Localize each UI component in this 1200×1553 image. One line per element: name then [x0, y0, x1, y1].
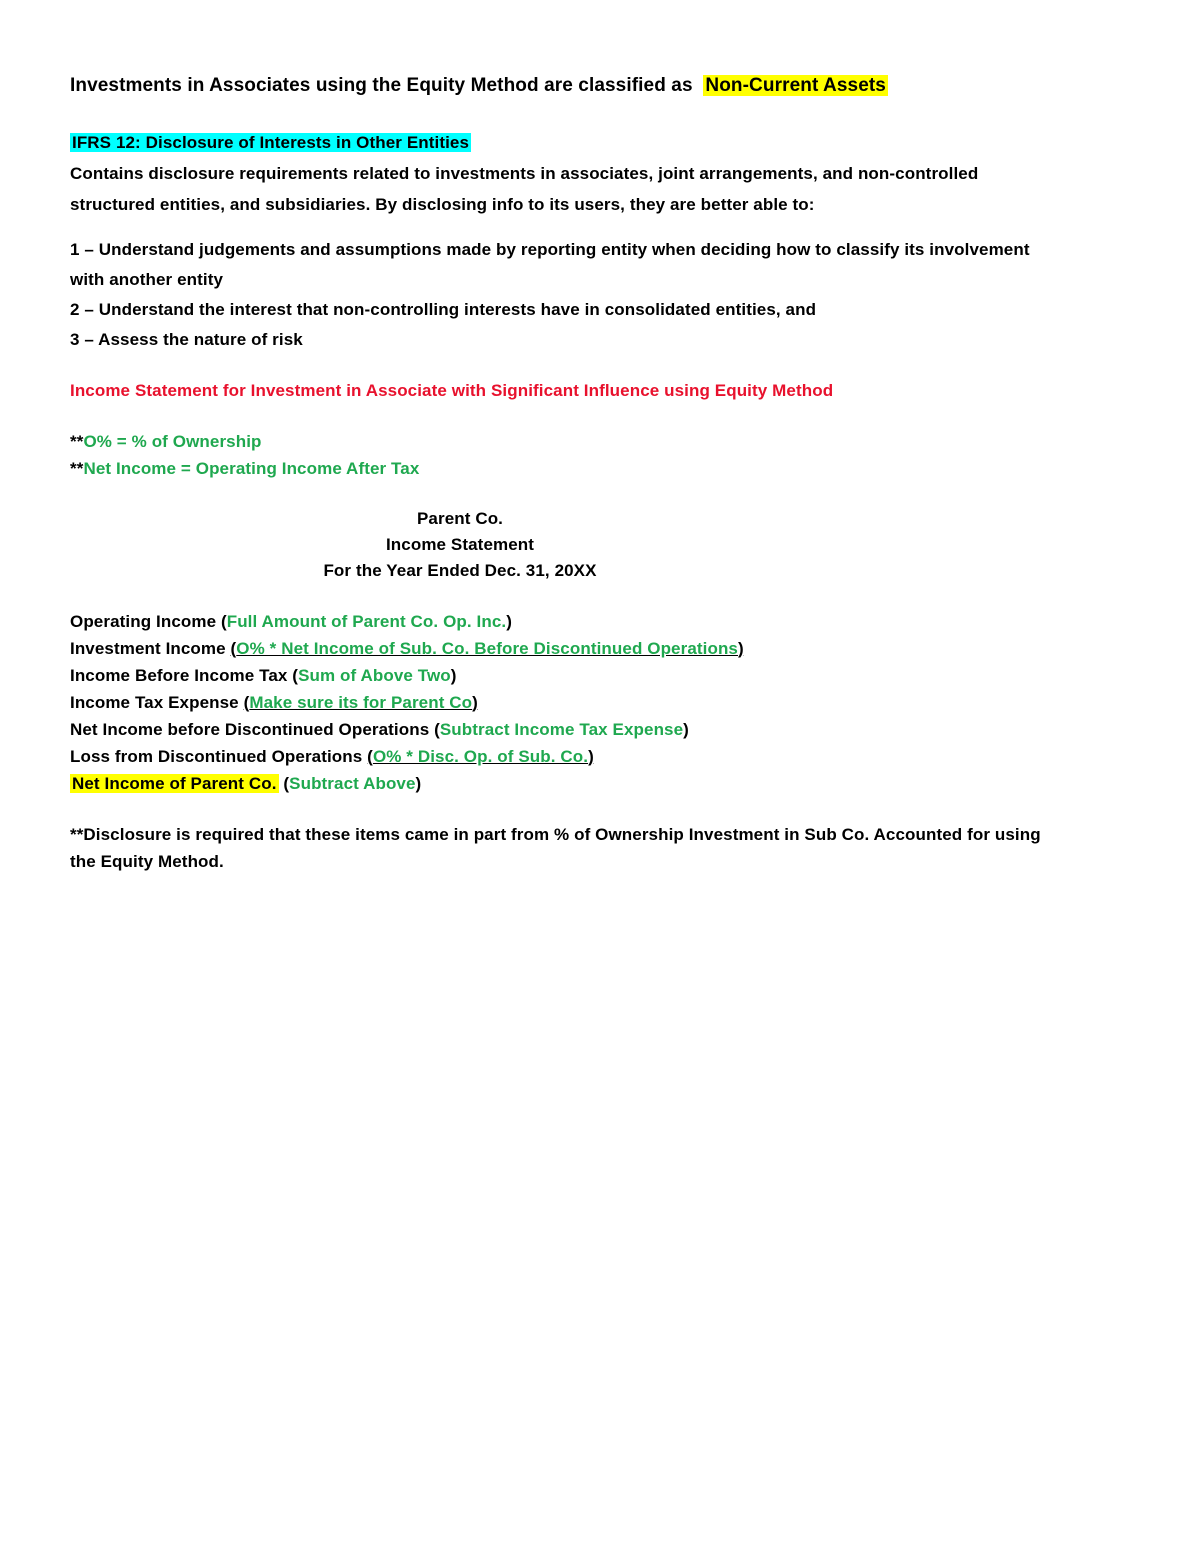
- ifrs-intro-line-2: structured entities, and subsidiaries. By disclosing info to its users, they are better able to:: [70, 195, 815, 214]
- ifrs-title-line: [70, 130, 1140, 156]
- statement-line: Income Tax Expense (Make sure its for Parent Co): [70, 693, 478, 712]
- disclosure-note-line-2: the Equity Method.: [70, 852, 224, 871]
- line-detail: Subtract Income Tax Expense: [439, 720, 684, 739]
- disclosure-note-line-1: **Disclosure is required that these items came in part from % of Ownership Investment in Sub Co. Accounted for using: [70, 825, 1041, 844]
- line-detail: Make sure its for Parent Co: [249, 693, 473, 712]
- note-net-income: [70, 455, 1140, 482]
- line-label: Income Before Income Tax: [70, 666, 288, 685]
- line-detail: Sum of Above Two: [298, 666, 451, 685]
- ifrs-intro-line-1: Contains disclosure requirements related to investments in associates, joint arrangements, and non-controlled: [70, 164, 979, 183]
- line-label: Operating Income: [70, 612, 217, 631]
- statement-line: Income Before Income Tax (Sum of Above Two): [70, 666, 457, 685]
- ifrs-title: IFRS 12: Disclosure of Interests in Other Entities: [72, 133, 470, 152]
- ifrs-item-3: 3 – Assess the nature of risk: [70, 330, 303, 349]
- statement-lines: [70, 608, 1140, 797]
- line-label: Investment Income: [70, 639, 226, 658]
- statement-line: Net Income of Parent Co. (Subtract Above): [72, 774, 422, 793]
- statement-period: For the Year Ended Dec. 31, 20XX: [323, 561, 597, 580]
- line-detail: Full Amount of Parent Co. Op. Inc.: [226, 612, 507, 631]
- note-ownership-prefix: **: [70, 432, 84, 451]
- statement-line: Net Income before Discontinued Operations (Subtract Income Tax Expense): [70, 720, 689, 739]
- heading-highlight: Non-Current Assets: [705, 75, 886, 96]
- statement-title: Income Statement: [385, 535, 535, 554]
- line-detail: O% * Net Income of Sub. Co. Before Discontinued Operations: [236, 639, 738, 658]
- income-section-title: Income Statement for Investment in Associate with Significant Influence using Equity Method: [70, 381, 834, 400]
- page-heading: [70, 72, 1140, 100]
- note-net-income-text: Net Income = Operating Income After Tax: [83, 459, 420, 478]
- note-net-income-prefix: **: [70, 459, 84, 478]
- line-label: Net Income of Parent Co.: [72, 774, 277, 793]
- line-detail: Subtract Above: [289, 774, 416, 793]
- line-label: Loss from Discontinued Operations: [70, 747, 363, 766]
- statement-line: Loss from Discontinued Operations (O% * Disc. Op. of Sub. Co.): [70, 747, 594, 766]
- line-label: Net Income before Discontinued Operations: [70, 720, 430, 739]
- statement-company: Parent Co.: [416, 509, 504, 528]
- line-detail: O% * Disc. Op. of Sub. Co.: [372, 747, 589, 766]
- ifrs-item-1-cont: with another entity: [70, 270, 224, 289]
- statement-header: [70, 506, 850, 584]
- ifrs-item-2: 2 – Understand the interest that non-controlling interests have in consolidated entities, and: [70, 300, 817, 319]
- ifrs-item-1: 1 – Understand judgements and assumptions made by reporting entity when deciding how to classify its involvement: [70, 240, 1030, 259]
- note-ownership: [70, 428, 1140, 455]
- statement-line: Operating Income (Full Amount of Parent Co. Op. Inc.): [70, 612, 512, 631]
- statement-line: Investment Income (O% * Net Income of Sub. Co. Before Discontinued Operations): [70, 639, 744, 658]
- heading-text: Investments in Associates using the Equity Method are classified as: [70, 75, 693, 96]
- note-ownership-text: O% = % of Ownership: [83, 432, 262, 451]
- document-body: [70, 72, 1140, 875]
- line-label: Income Tax Expense: [70, 693, 239, 712]
